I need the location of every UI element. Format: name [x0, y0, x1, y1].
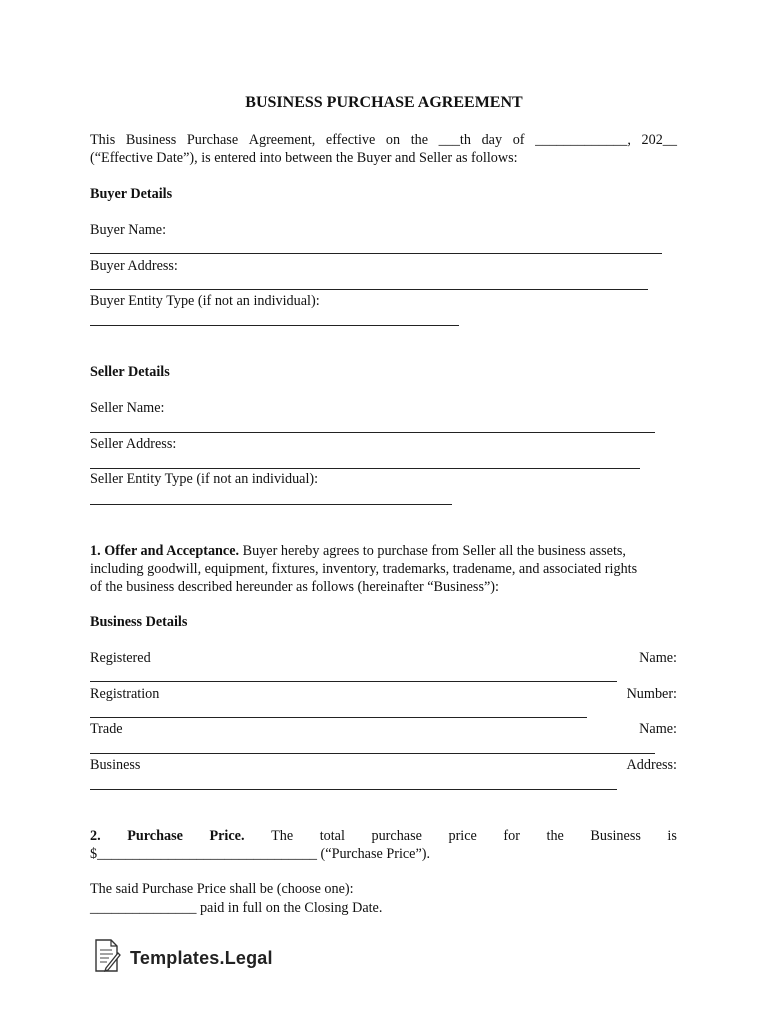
section1-line-2: including goodwill, equipment, fixtures, inventory, trademarks, tradename, and associated rights [90, 561, 638, 577]
brand-name: Templates.Legal [130, 948, 273, 968]
section2-word: Business [590, 828, 641, 844]
document-title: BUSINESS PURCHASE AGREEMENT [245, 94, 523, 111]
business-row-right: Number: [626, 686, 677, 702]
business-row-left: Business [90, 757, 141, 773]
intro-word: the [410, 132, 429, 148]
intro-word: ___th [438, 132, 471, 148]
section2-line-1 [90, 828, 677, 845]
intro-word: day [481, 132, 503, 148]
business-row-trade-name [90, 721, 677, 738]
intro-word: on [385, 132, 401, 148]
section2-word: price [448, 828, 477, 844]
section1-line-1 [90, 543, 677, 560]
intro-word: Agreement, [248, 132, 316, 148]
business-row-business-address [90, 757, 677, 774]
buyer-name-label: Buyer Name: [90, 222, 167, 238]
buyer-name-line[interactable] [90, 253, 662, 254]
section2-word: Purchase [127, 828, 183, 844]
trade-name-line[interactable] [90, 753, 655, 754]
business-row-left: Trade [90, 721, 123, 737]
section2-word: for [503, 828, 520, 844]
business-row-right: Address: [626, 757, 677, 773]
business-row-registration-number [90, 686, 677, 703]
intro-line-2: (“Effective Date”), is entered into between the Buyer and Seller as follows: [90, 150, 518, 166]
business-row-left: Registration [90, 686, 160, 702]
section2-line-2: $_______________________________ (“Purchase Price”). [90, 846, 431, 862]
business-heading: Business Details [90, 614, 188, 630]
section2-word: is [667, 828, 677, 844]
section2-word: Price. [209, 828, 245, 844]
buyer-entity-label: Buyer Entity Type (if not an individual): [90, 293, 320, 309]
section2-word: The [271, 828, 294, 844]
registration-number-line[interactable] [90, 717, 587, 718]
document-pen-icon [92, 938, 122, 979]
intro-word: effective [325, 132, 376, 148]
business-row-left: Registered [90, 650, 151, 666]
intro-word: of [512, 132, 525, 148]
business-address-line[interactable] [90, 789, 617, 790]
seller-address-label: Seller Address: [90, 436, 177, 452]
section2-word: 2. [90, 828, 101, 844]
registered-name-line[interactable] [90, 681, 617, 682]
intro-word: 202__ [641, 132, 677, 148]
section2-word: the [546, 828, 564, 844]
business-row-right: Name: [639, 650, 677, 666]
section1-line1-text: Buyer hereby agrees to purchase from Seller all the business assets, [239, 543, 626, 559]
seller-entity-label: Seller Entity Type (if not an individual): [90, 471, 319, 487]
seller-address-line[interactable] [90, 468, 640, 469]
section1-heading: 1. Offer and Acceptance. [90, 543, 240, 559]
intro-word: _____________, [535, 132, 631, 148]
buyer-heading: Buyer Details [90, 186, 173, 202]
intro-word: This [90, 132, 116, 148]
seller-name-label: Seller Name: [90, 400, 165, 416]
intro-line-1 [90, 132, 677, 149]
buyer-address-label: Buyer Address: [90, 258, 178, 274]
brand-logo[interactable] [92, 938, 273, 979]
buyer-entity-line[interactable] [90, 325, 459, 326]
seller-entity-line[interactable] [90, 504, 452, 505]
section2-word: purchase [371, 828, 422, 844]
section2-option-1: _______________ paid in full on the Closing Date. [90, 900, 383, 916]
section2-choose: The said Purchase Price shall be (choose one): [90, 881, 354, 897]
seller-name-line[interactable] [90, 432, 655, 433]
intro-word: Purchase [186, 132, 239, 148]
buyer-address-line[interactable] [90, 289, 648, 290]
section1-line-3: of the business described hereunder as follows (hereinafter “Business”): [90, 579, 499, 595]
section2-word: total [319, 828, 345, 844]
business-row-registered-name [90, 650, 677, 667]
seller-heading: Seller Details [90, 364, 170, 380]
intro-word: Business [125, 132, 177, 148]
business-row-right: Name: [639, 721, 677, 737]
